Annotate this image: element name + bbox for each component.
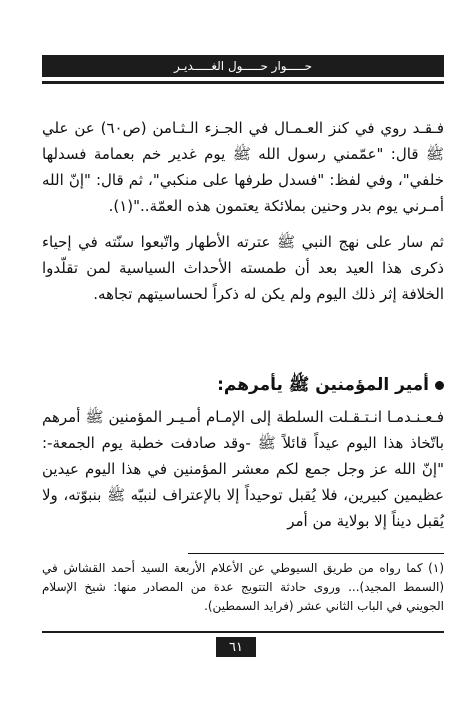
section-heading-text: أمير المؤمنين ﷺ يأمرهم: bbox=[217, 375, 429, 395]
paragraph-1: فـقـد روي في كنز العـمـال في الجـزء الـثـامن (ص٦٠) عن علي ﷺ قال: "عمّمني رسول الله ﷺ يوم غدير خم بعمامة فسدلها خلفي"، وفي لفظ: "فسدل طرفها على منكبي"، ثم قال: "إنّ الله أمـرني يوم بدر وحنين بملائكة يعتمون هذه العمّة.."(١). bbox=[42, 119, 444, 215]
header-rule bbox=[42, 81, 444, 84]
running-header bbox=[42, 55, 444, 77]
bullet-icon bbox=[435, 381, 444, 390]
page-number-text: ٦١ bbox=[229, 639, 243, 655]
footnote-rule bbox=[188, 553, 444, 554]
header-title: حـــــوار حـــــول الغـــــديـر bbox=[174, 59, 312, 73]
footer-rule bbox=[42, 631, 444, 633]
section-paragraph: فـعـنـدمـا انـتـقـلت السلطة إلى الإمـام أمـيـر المؤمنين ﷺ أمرهم باتّخاذ هذا اليوم عيداً قائلاً ﷺ -وقد صادفت خطبة يوم الجمعة-: "إنّ الله عز وجل جمع لكم معشر المؤمنين في هذا اليوم عيدين عظيمين كبيرين، فلا يُقبل توحيداً إلا بالإعتراف لنبيّه ﷺ بنبوّته، ولا يُقبل ديناً إلا بولاية من أمر bbox=[42, 408, 444, 530]
section-body bbox=[42, 404, 444, 534]
footnote bbox=[42, 559, 444, 616]
paragraph-2: ثم سار على نهج النبي ﷺ عترته الأطهار واتّبعوا سنّته في إحياء ذكرى هذا العيد بعد أن طمسته الأحداث السياسية لمن تقلّدوا الخلافة إثر ذلك اليوم ولم يكن له ذكراً لحساسيتهم تجاهه. bbox=[42, 233, 444, 303]
footnote-text: (١) كما رواه من طريق السيوطي عن الأعلام الأربعة السيد أحمد القشاش في (السمط المجيد)... وروى حادثة التتويج عدة من المصادر منها: شيخ الإسلام الجويني في الباب الثاني عشر (فرايد السمطين). bbox=[42, 561, 444, 613]
page-number bbox=[216, 637, 256, 657]
section-heading bbox=[42, 373, 444, 397]
main-text bbox=[42, 115, 444, 317]
